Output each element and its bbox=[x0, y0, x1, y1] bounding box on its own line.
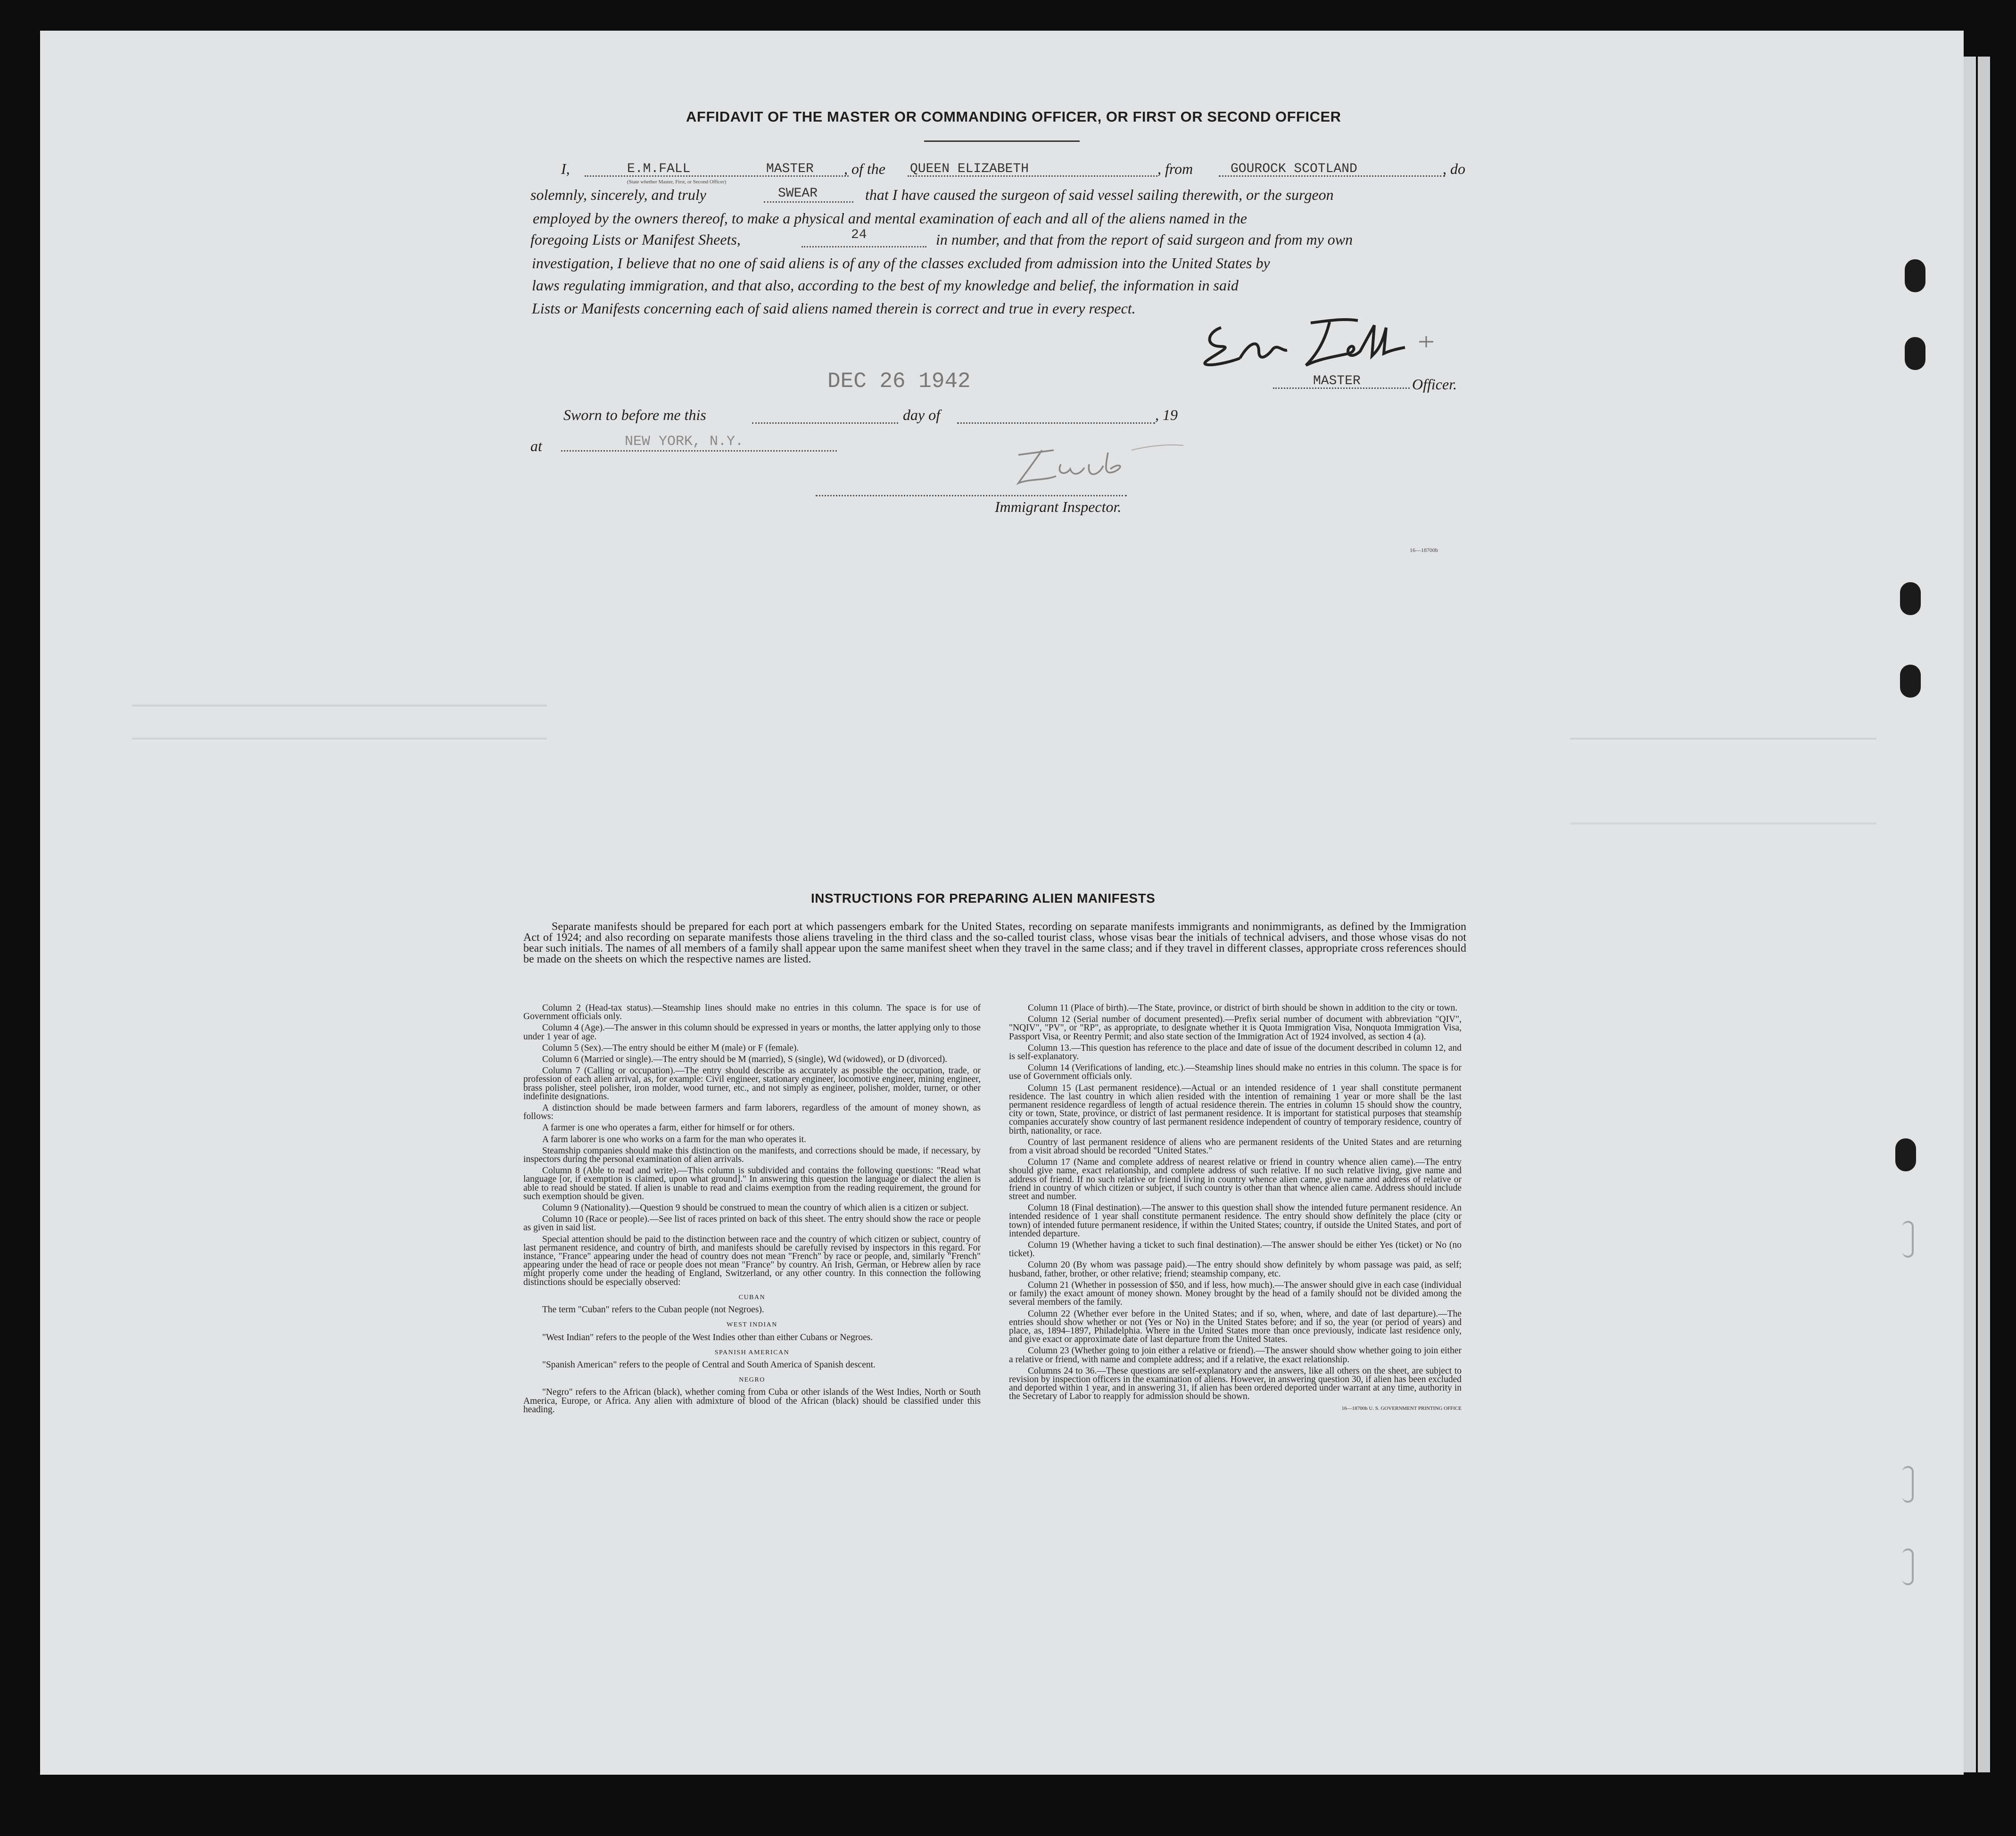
west-indian-heading: WEST INDIAN bbox=[727, 1321, 777, 1329]
column-7-note: Column 7 (Calling or occupation).—The entry should describe as accurately as possible the occupation, trade, or profession of each alien arrival, as, for example: Civil engineer, stationary engineer, locomotive engineer, mining engineer, brass polisher, steel polisher, iron molder, wood turner, etc., and not simply as engineer, polisher, molder, turner, or other indefinite designations. bbox=[523, 1066, 981, 1102]
inspector-signature bbox=[1009, 438, 1188, 490]
page-edge bbox=[1964, 57, 1976, 1772]
column-14-note: Column 14 (Verifications of landing, etc.).—Steamship lines should make no entries in this column. The space is for use of Government officials only. bbox=[1009, 1063, 1462, 1082]
binder-hole bbox=[1902, 1548, 1914, 1585]
affidavit-i: I, bbox=[561, 160, 570, 177]
affidavit-line-2a: solemnly, sincerely, and truly bbox=[530, 186, 706, 203]
steamship-note: Steamship companies should make this distinction on the manifests, and corrections should be made, if necessary, by inspectors during the personal examination of alien arrivals. bbox=[523, 1145, 981, 1165]
column-5-note: Column 5 (Sex).—The entry should be either M (male) or F (female). bbox=[542, 1043, 799, 1053]
spanish-american-heading: SPANISH AMERICAN bbox=[714, 1349, 790, 1356]
do-label: , do bbox=[1443, 160, 1465, 177]
binder-hole bbox=[1905, 337, 1925, 370]
column-11-note: Column 11 (Place of birth).—The State, province, or district of birth should be shown in addition to the city or town. bbox=[1028, 1003, 1458, 1013]
departure-port: GOUROCK SCOTLAND bbox=[1231, 162, 1357, 176]
column-9-note: Column 9 (Nationality).—Question 9 should be construed to mean the country of which alien is a citizen or subject. bbox=[542, 1203, 969, 1213]
instructions-title: INSTRUCTIONS FOR PREPARING ALIEN MANIFESTS bbox=[811, 891, 1156, 906]
year-label: , 19 bbox=[1155, 406, 1178, 423]
binder-hole bbox=[1900, 665, 1921, 698]
rank-hint: (State whether Master, First, or Second Officer) bbox=[627, 179, 727, 185]
residence-note: Country of last permanent residence of aliens who are permanent residents of the United States and are returning from a visit abroad should be recorded "United States." bbox=[1009, 1137, 1462, 1156]
farm-laborer-definition: A farm laborer is one who works on a farm for the man who operates it. bbox=[542, 1134, 806, 1144]
affidavit-line-4b: in number, and that from the report of said surgeon and from my own bbox=[936, 231, 1353, 248]
affidavit-line-4a: foregoing Lists or Manifest Sheets, bbox=[530, 231, 741, 248]
printing-footer: 16—18700b U. S. GOVERNMENT PRINTING OFFICE bbox=[1341, 1405, 1462, 1411]
farmer-distinction: A distinction should be made between farmers and farm laborers, regardless of the amount of money shown, as follows: bbox=[523, 1103, 981, 1122]
affidavit-title: AFFIDAVIT OF THE MASTER OR COMMANDING OFFICER, OR FIRST OR SECOND OFFICER bbox=[686, 108, 1341, 125]
oath-blank bbox=[764, 201, 853, 203]
from-label: , from bbox=[1157, 160, 1193, 177]
inspector-blank bbox=[816, 495, 1127, 496]
column-22-note: Column 22 (Whether ever before in the United States; and if so, when, where, and date of last departure).—The entries should show whether or not (Yes or No) in the United States before; and if so, the year (or period of years) and place, as, 1894–1897, Philadelphia. Where in the United States more than once previously, indicate last residence only, and give exact or approximate date of last departure from the United States. bbox=[1009, 1309, 1462, 1345]
binder-hole bbox=[1900, 582, 1921, 615]
column-12-note: Column 12 (Serial number of document presented).—Prefix serial number of document with abbreviation "QIV", "NQIV", "PV", or "RP", as appropriate, to designate whether it is Quota Immigration Visa, Nonquota Immigration Visa, Passport Visa, or Reentry Permit; and also state section of the Immigration Act of 1924 involved, as section 4 (a). bbox=[1009, 1014, 1462, 1042]
sworn-place: NEW YORK, N.Y. bbox=[625, 434, 744, 450]
bleed-through bbox=[132, 738, 547, 740]
date-stamp: DEC 26 1942 bbox=[827, 369, 971, 394]
column-18-note: Column 18 (Final destination).—The answer to this question shall show the intended future permanent residence. An intended residence of 1 year shall constitute permanent residence. The entry should show definitely the place (city or town) of intended future permanent residence, if within the United States; country, if outside the United States, and port of intended departure. bbox=[1009, 1203, 1462, 1239]
columns-24-36-note: Columns 24 to 36.—These questions are self-explanatory and the answers, like all others on the sheet, are subject to revision by inspection officers in the examination of aliens. However, in answering question 30, if alien has been excluded and deported within 1 year, and in answering 31, if alien has been ordered deported under warrant at any time, authority in the Secretary of Labor to reapply for admission should be shown. bbox=[1009, 1366, 1462, 1402]
west-indian-definition: "West Indian" refers to the people of the West Indies other than either Cubans or Negroes. bbox=[542, 1332, 873, 1342]
column-10-note: Column 10 (Race or people).—See list of races printed on back of this sheet. The entry should show the race or people as given in said list. bbox=[523, 1214, 981, 1233]
binder-hole bbox=[1895, 1138, 1916, 1171]
place-blank bbox=[561, 450, 837, 452]
column-17-note: Column 17 (Name and complete address of nearest relative or friend in country whence alien came).—The entry should give name, exact relationship, and complete address of such relative. If no such relative living, give name and address of friend. If no such relative or friend living in country whence alien came, give name and address of relative or friend in country of which citizen or subject, if such country is other than that whence alien came. Address should include street and number. bbox=[1009, 1157, 1462, 1202]
column-23-note: Column 23 (Whether going to join either a relative or friend).—The answer should show whether going to join either a relative or friend, with name and complete address; and if a relative, the exact relationship. bbox=[1009, 1346, 1462, 1365]
affidavit-line-2b: that I have caused the surgeon of said vessel sailing therewith, or the surgeon bbox=[865, 186, 1334, 203]
affidavit-line-3: employed by the owners thereof, to make a physical and mental examination of each and all of the aliens named in the bbox=[533, 210, 1247, 227]
instructions-intro: Separate manifests should be prepared for each port at which passengers embark for the United States, recording on separate manifests immigrants and nonimmigrants, as defined by the Immigration Act of 1924; and also recording on separate manifests those aliens traveling in the third class and the so-called tourist class, whose visas bear the initials of technical advisers, and those whose visas do not bear such initials. The names of all members of a family shall appear upon the same manifest sheet when they travel in the same class; and if they travel in different classes, appropriate cross references should be made on the sheets on which the respective names are listed. bbox=[523, 921, 1466, 965]
farmer-definition: A farmer is one who operates a farm, either for himself or for others. bbox=[542, 1123, 795, 1133]
of-the-label: , of the bbox=[844, 160, 885, 177]
column-8-note: Column 8 (Able to read and write).—This column is subdivided and contains the following questions: "Read what language [or, if exemption is claimed, upon what ground]." In answering this question the language or dialect the alien is able to read should be stated. If alien is unable to read and claims exemption from the reading requirement, the ground for such exemption should be given. bbox=[523, 1166, 981, 1202]
page-edge bbox=[1978, 57, 1990, 1772]
column-6-note: Column 6 (Married or single).—The entry should be M (married), S (single), Wd (widowed), or D (divorced). bbox=[542, 1054, 948, 1065]
cuban-heading: CUBAN bbox=[738, 1293, 766, 1301]
master-signature bbox=[1188, 313, 1457, 375]
officer-label: Officer. bbox=[1412, 376, 1457, 393]
race-distinction-note: Special attention should be paid to the distinction between race and the country of which citizen or subject, country of last permanent residence, and country of birth, and manifests should be carefully revised by inspectors in this regard. For instance, "France" appearing under the head of country does not mean "French" by race or people, and, similarly "French" appearing under the head of race or people does not mean "France" by country. An Irish, German, or Hebrew alien by race might properly come under the heading of England, Switzerland, or any other country. In this connection the following distinctions should be especially observed: bbox=[523, 1234, 981, 1287]
binder-hole bbox=[1902, 1221, 1914, 1258]
day-of-label: day of bbox=[903, 406, 941, 423]
at-label: at bbox=[530, 437, 542, 454]
title-rule bbox=[924, 140, 1080, 142]
spanish-american-definition: "Spanish American" refers to the people of Central and South America of Spanish descent. bbox=[542, 1359, 876, 1370]
sheets-blank bbox=[801, 246, 926, 247]
affidavit-line-7: Lists or Manifests concerning each of said aliens named therein is correct and true in every respect. bbox=[532, 300, 1136, 317]
sworn-label: Sworn to before me this bbox=[563, 406, 706, 423]
form-number: 16—18700b bbox=[1410, 547, 1438, 553]
officer-name: E.M.FALL bbox=[627, 162, 691, 176]
inspector-label: Immigrant Inspector. bbox=[995, 498, 1122, 515]
negro-heading: NEGRO bbox=[739, 1376, 765, 1384]
cuban-definition: The term "Cuban" refers to the Cuban people (not Negroes). bbox=[542, 1305, 764, 1315]
instructions-right-column bbox=[1009, 1004, 1462, 1416]
column-20-note: Column 20 (By whom was passage paid).—The entry should show definitely by whom passage was paid, as self; husband, father, brother, or other relative; friend; steamship company, etc. bbox=[1009, 1260, 1462, 1279]
column-15-note: Column 15 (Last permanent residence).—Actual or an intended residence of 1 year shall constitute permanent residence. The last country in which alien resided with the intention of remaining 1 year or more shall be the last permanent residence regardless of length of actual residence therein. The entries in column 15 should show the country, city or town, State, province, or district of last permanent residence. It is important for statistical purposes that steamship companies accurately show country of last permanent residence independent of country of temporary residence, country of birth, nationality, or race. bbox=[1009, 1083, 1462, 1136]
binder-hole bbox=[1902, 1466, 1914, 1503]
sworn-month-blank bbox=[957, 422, 1155, 424]
officer-rank: MASTER bbox=[766, 162, 814, 176]
column-2-note: Column 2 (Head-tax status).—Steamship lines should make no entries in this column. The space is for use of Government officials only. bbox=[523, 1003, 981, 1022]
bleed-through bbox=[1570, 823, 1876, 824]
instructions-left-column bbox=[523, 1004, 981, 1417]
sworn-day-blank bbox=[752, 422, 898, 424]
binder-hole bbox=[1905, 259, 1925, 292]
ship-name: QUEEN ELIZABETH bbox=[910, 162, 1029, 176]
negro-definition: "Negro" refers to the African (black), whether coming from Cuba or other islands of the West Indies, North or South America, Europe, or Africa. Any alien with admixture of blood of the African (black) should be classified under this heading. bbox=[523, 1387, 981, 1415]
affidavit-line-6: laws regulating immigration, and that also, according to the best of my knowledge and belief, the information in said bbox=[532, 277, 1239, 294]
sheet-count: 24 bbox=[851, 228, 867, 242]
bleed-through bbox=[1570, 738, 1876, 740]
affidavit-line-5: investigation, I believe that no one of said aliens is of any of the classes excluded from admission into the United States by bbox=[532, 255, 1270, 272]
officer-rank-typed: MASTER bbox=[1313, 374, 1361, 388]
column-13-note: Column 13.—This question has reference to the place and date of issue of the document described in column 12, and is self-explanatory. bbox=[1009, 1043, 1462, 1062]
column-21-note: Column 21 (Whether in possession of $50, and if less, how much).—The answer should give in each case (individual or family) the exact amount of money shown. Money brought by the head of a family should not be divided among the several members of the family. bbox=[1009, 1280, 1462, 1308]
column-4-note: Column 4 (Age).—The answer in this column should be expressed in years or months, the latter applying only to those under 1 year of age. bbox=[523, 1023, 981, 1042]
bleed-through bbox=[132, 705, 547, 707]
oath-word: SWEAR bbox=[778, 186, 818, 201]
column-19-note: Column 19 (Whether having a ticket to such final destination).—The answer should be either Yes (ticket) or No (no ticket). bbox=[1009, 1240, 1462, 1259]
